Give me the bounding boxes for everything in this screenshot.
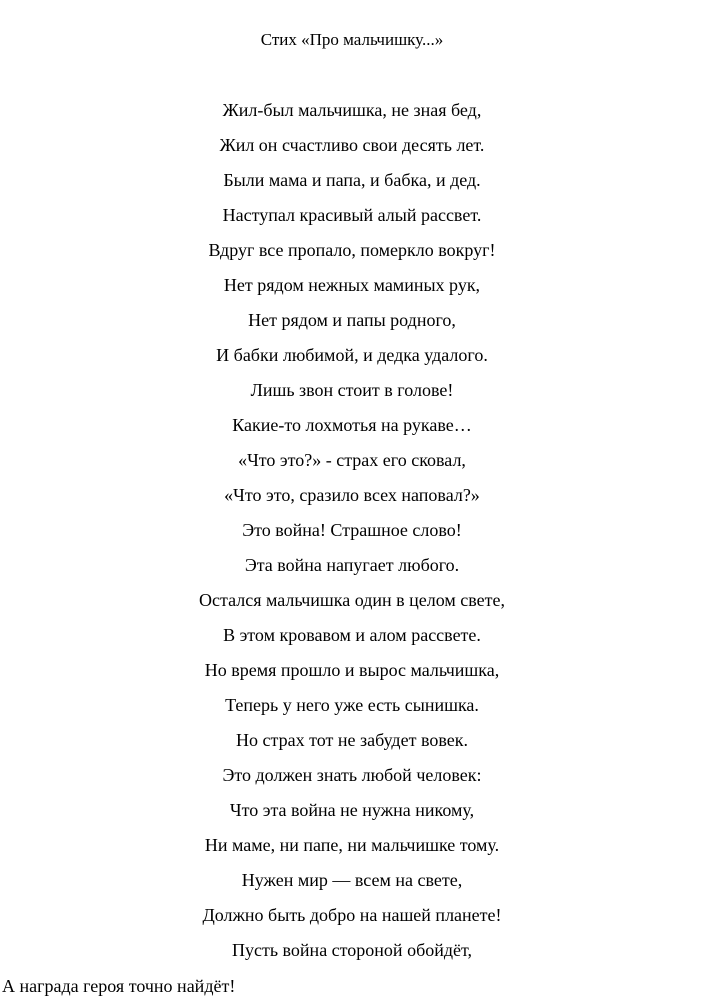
poem-line: Пусть война стороной обойдёт, — [231, 940, 473, 960]
poem-line: Остался мальчишка один в целом свете, — [199, 590, 505, 610]
poem-line: Но время прошло и вырос мальчишка, — [204, 660, 500, 680]
poem-line: Ни маме, ни папе, ни мальчишке тому. — [204, 835, 500, 855]
poem-line: Должно быть добро на нашей планете! — [202, 905, 502, 925]
poem-line: Эта война напугает любого. — [244, 555, 460, 575]
poem-line: Но страх тот не забудет вовек. — [236, 730, 468, 750]
poem-line: Нет рядом нежных маминых рук, — [223, 275, 481, 295]
poem-line: Нет рядом и папы родного, — [248, 310, 456, 330]
poem-line: «Что это, сразило всех наповал?» — [224, 485, 480, 505]
poem-line: Это должен знать любой человек: — [222, 765, 482, 785]
poem-last-line: А награда героя точно найдёт! — [2, 976, 236, 996]
poem-line: Вдруг все пропало, померкло вокруг! — [208, 240, 496, 260]
poem-line: Жил-был мальчишка, не зная бед, — [222, 100, 482, 120]
poem-line: Были мама и папа, и бабка, и дед. — [223, 170, 481, 190]
poem-line: Нужен мир — всем на свете, — [241, 870, 463, 890]
poem-line: Это война! Страшное слово! — [242, 520, 462, 540]
poem-line: И бабки любимой, и дедка удалого. — [216, 345, 488, 365]
poem-line: Какие-то лохмотья на рукаве… — [232, 415, 472, 435]
poem-line: Теперь у него уже есть сынишка. — [225, 695, 479, 715]
poem-body — [0, 96, 704, 971]
poem-line: «Что это?» - страх его сковал, — [238, 450, 466, 470]
poem-title: Стих «Про мальчишку...» — [260, 30, 444, 49]
poem-line: В этом кровавом и алом рассвете. — [223, 625, 481, 645]
poem-line: Что эта война не нужна никому, — [229, 800, 475, 820]
poem-line: Наступал красивый алый рассвет. — [222, 205, 482, 225]
poem-line: Лишь звон стоит в голове! — [250, 380, 454, 400]
poem-line: Жил он счастливо свои десять лет. — [219, 135, 485, 155]
